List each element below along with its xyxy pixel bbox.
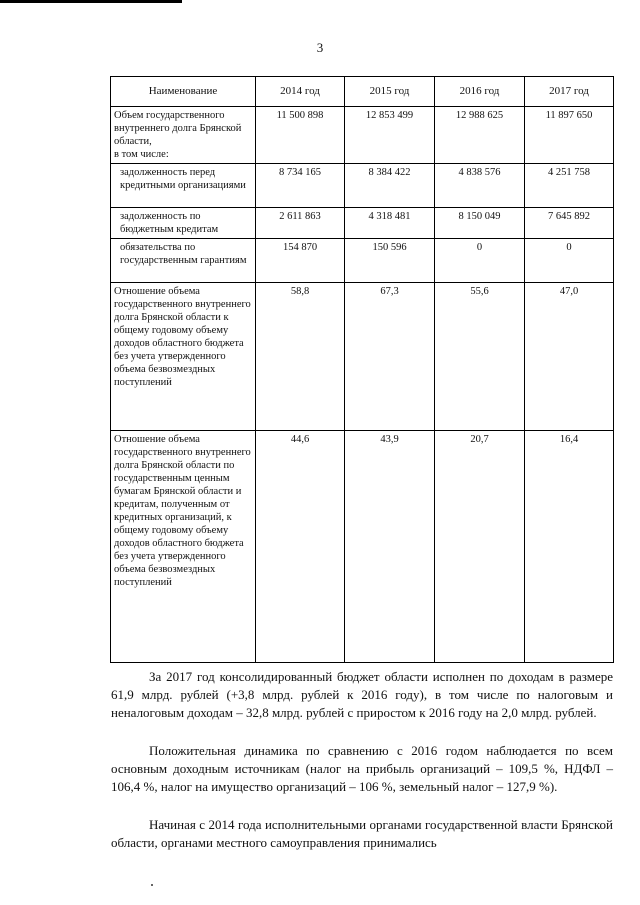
row-label-budget-credits: задолженность по бюджетным кредитам [120,211,219,235]
cell-value: 44,6 [256,431,345,663]
row-label-bank-debt: задолженность перед кредитными организациями [120,167,246,191]
cell-value: 150 596 [345,239,435,283]
header-2017: 2017 год [525,77,614,107]
cell-value: 4 318 481 [345,208,435,239]
cell-value: 67,3 [345,283,435,431]
cell-value: 12 853 499 [345,107,435,164]
table-row [111,107,614,164]
cell-value: 2 611 863 [256,208,345,239]
cell-value: 4 251 758 [525,164,614,208]
table-header-row [111,77,614,107]
row-label-debt-ratio: Отношение объема государственного внутреннего долга Брянской области к общему годовому объему доходов областного бюджета без учета утвержденного объема безвозмездных поступлений [111,283,256,431]
cell-value: 4 838 576 [435,164,525,208]
scan-speck [151,884,153,886]
cell-value: 8 150 049 [435,208,525,239]
table-row [111,208,614,239]
cell-value: 11 500 898 [256,107,345,164]
cell-value: 154 870 [256,239,345,283]
cell-value: 12 988 625 [435,107,525,164]
header-2015: 2015 год [345,77,435,107]
page-number: 3 [316,40,324,55]
cell-value: 47,0 [525,283,614,431]
row-label-guarantees: обязательства по государственным гарантиям [120,242,247,266]
cell-value: 20,7 [435,431,525,663]
cell-value: 7 645 892 [525,208,614,239]
header-2016: 2016 год [435,77,525,107]
debt-table [110,76,614,663]
cell-value: 58,8 [256,283,345,431]
table-row [111,431,614,663]
header-2014: 2014 год [256,77,345,107]
cell-value: 11 897 650 [525,107,614,164]
row-label-total-debt: Объем государственного внутреннего долга Брянской области, в том числе: [111,107,256,164]
header-name: Наименование [111,77,256,107]
cell-value: 43,9 [345,431,435,663]
cell-value: 0 [525,239,614,283]
paragraph-revenue: За 2017 год консолидированный бюджет области исполнен по доходам в размере 61,9 млрд. рублей (+3,8 млрд. рублей к 2016 году), в том числе по налоговым и неналоговым доходам – 32,8 млрд. рублей с приростом к 2016 году на 2,0 млрд. рублей. [111,669,613,720]
paragraph-dynamics: Положительная динамика по сравнению с 2016 годом наблюдается по всем основным доходным источникам (налог на прибыль организаций – 109,5 %, НДФЛ – 106,4 %, налог на имущество организаций – 106 %, земельный налог – 127,9 %). [111,743,613,794]
row-label-securities-ratio: Отношение объема государственного внутреннего долга Брянской области по государственным ценным бумагам Брянской области и кредитам, полученным от кредитных организаций, к общему годовому объему доходов областного бюджета без учета утвержденного объема безвозмездных поступлений [111,431,256,663]
cell-value: 0 [435,239,525,283]
cell-value: 55,6 [435,283,525,431]
top-rule [0,0,182,3]
cell-value: 8 734 165 [256,164,345,208]
cell-value: 8 384 422 [345,164,435,208]
paragraph-since-2014: Начиная с 2014 года исполнительными органами государственной власти Брянской области, органами местного самоуправления принимались [111,817,613,850]
table-row [111,283,614,431]
table-row [111,164,614,208]
table-row [111,239,614,283]
cell-value: 16,4 [525,431,614,663]
